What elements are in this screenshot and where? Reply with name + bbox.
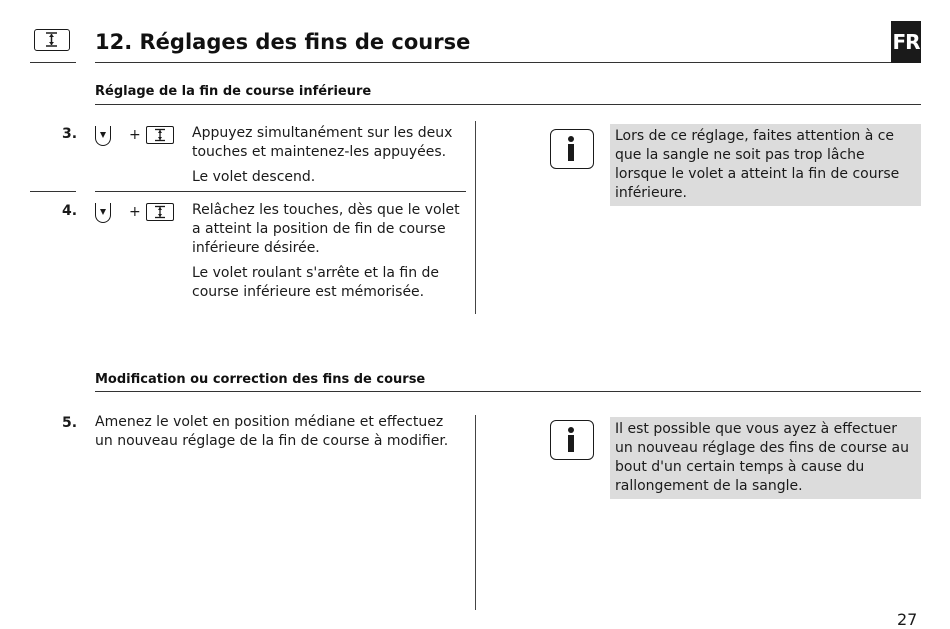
step-paragraph: Relâchez les touches, dès que le volet a atteint la position de fin de course inférieure désirée. [192, 202, 460, 256]
step-number: 5. [62, 415, 78, 431]
column-divider [475, 121, 476, 314]
step-text-4 [192, 201, 464, 308]
column-divider [475, 415, 476, 610]
language-badge: FR [891, 21, 921, 63]
step-key-combo [95, 203, 175, 225]
section-divider [95, 391, 921, 392]
step-paragraph: Appuyez simultanément sur les deux touches et maintenez-les appuyées. [192, 125, 453, 160]
step-text-3 [192, 124, 464, 193]
step-number: 3. [62, 126, 78, 142]
step-key-combo [95, 126, 175, 148]
step-paragraph: Le volet roulant s'arrête et la fin de course inférieure est mémorisée. [192, 265, 440, 300]
plus-sign: + [129, 204, 141, 220]
section-heading-lower-limit: Réglage de la fin de course inférieure [95, 84, 372, 99]
stop-key-icon [146, 203, 174, 221]
section-divider [95, 104, 921, 105]
info-note: Lors de ce réglage, faites attention à ce que la sangle ne soit pas trop lâche lorsque le volet a atteint la fin de course inférieure. [610, 124, 921, 206]
info-icon [550, 420, 594, 460]
section-heading-modification: Modification ou correction des fins de course [95, 372, 426, 387]
stop-key-icon [34, 29, 70, 51]
step-number: 4. [62, 203, 78, 219]
page-title: 12. Réglages des fins de course [95, 30, 471, 54]
down-key-icon [95, 203, 111, 223]
header-icon-divider [30, 62, 76, 63]
info-icon [550, 129, 594, 169]
header-divider [95, 62, 891, 63]
step-text-5 [95, 413, 455, 457]
stop-key-icon [146, 126, 174, 144]
plus-sign: + [129, 127, 141, 143]
step-paragraph: Amenez le volet en position médiane et effectuez un nouveau réglage de la fin de course à modifier. [95, 414, 449, 449]
step-paragraph: Le volet descend. [192, 169, 316, 185]
info-note: Il est possible que vous ayez à effectuer un nouveau réglage des fins de course au bout d'un certain temps à cause du rallongement de la sangle. [610, 417, 921, 499]
step-divider-left [30, 191, 76, 192]
down-key-icon [95, 126, 111, 146]
step-divider [95, 191, 466, 192]
page-number: 27 [897, 610, 918, 629]
